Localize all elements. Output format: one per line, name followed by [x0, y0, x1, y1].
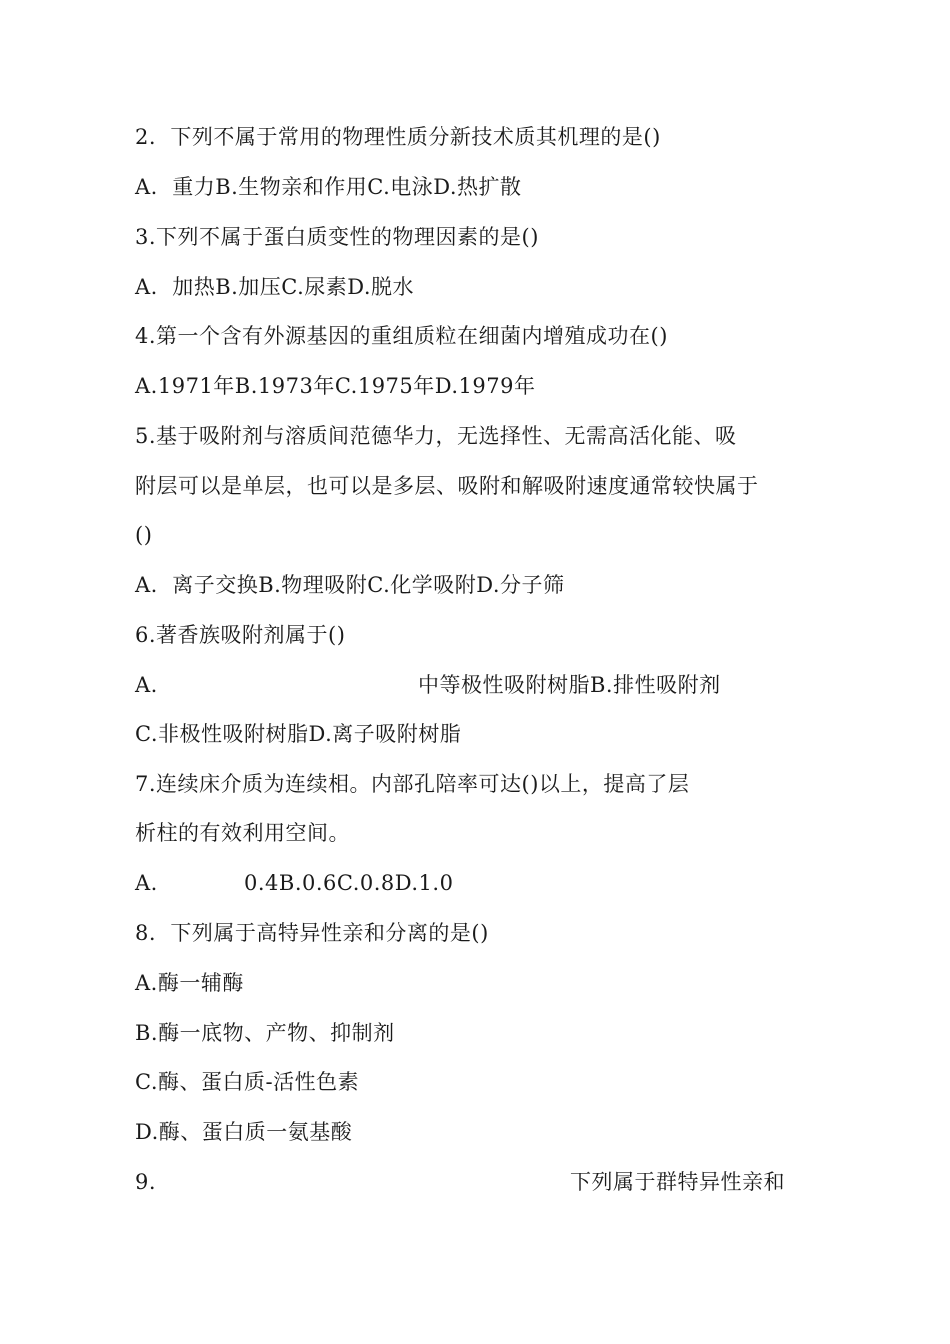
question-8-option-a: A.酶一辅酶 [135, 971, 244, 995]
question-7-option-a-label: A. [135, 871, 158, 895]
question-8-stem: 8. 下列属于高特异性亲和分离的是() [135, 921, 489, 945]
question-8-option-b: B.酶一底物、产物、抑制剂 [135, 1021, 395, 1045]
question-3-options: A. 加热B.加压C.尿素D.脱水 [135, 275, 415, 299]
question-2-options: A. 重力B.生物亲和作用C.电泳D.热扩散 [135, 175, 522, 199]
question-5-stem-line3: () [135, 523, 153, 547]
question-7-stem-line1: 7.连续床介质为连续相。内部孔陪率可达()以上，提高了层 [135, 772, 690, 796]
question-4-stem: 4.第一个含有外源基因的重组质粒在细菌内增殖成功在() [135, 324, 668, 348]
question-7-stem-line2: 析柱的有效利用空间。 [135, 821, 350, 845]
question-5-options: A. 离子交换B.物理吸附C.化学吸附D.分子筛 [135, 573, 565, 597]
question-5-stem-line1: 5.基于吸附剂与溶质间范德华力，无选择性、无需高活化能、吸 [135, 424, 737, 448]
question-6-stem: 6.著香族吸附剂属于() [135, 623, 346, 647]
question-8-option-c: C.酶、蛋白质-活性色素 [135, 1070, 360, 1094]
question-9-stem-partial: 下列属于群特异性亲和 [570, 1170, 785, 1194]
question-8-option-d: D.酶、蛋白质一氨基酸 [135, 1120, 353, 1144]
question-6-options-line2: C.非极性吸附树脂D.离子吸附树脂 [135, 722, 462, 746]
question-5-stem-line2: 附层可以是单层，也可以是多层、吸附和解吸附速度通常较快属于 [135, 474, 759, 498]
question-4-options: A.1971年B.1973年C.1975年D.1979年 [135, 374, 536, 398]
question-6-option-a-label: A. [135, 673, 158, 697]
question-7-option-a-text: 0.4B.0.6C.0.8D.1.0 [244, 871, 454, 895]
question-9-label: 9. [135, 1170, 157, 1194]
question-3-stem: 3.下列不属于蛋白质变性的物理因素的是() [135, 225, 539, 249]
question-2-stem: 2. 下列不属于常用的物理性质分新技术质其机理的是() [135, 125, 661, 149]
question-6-option-a-text: 中等极性吸附树脂B.排性吸附剂 [418, 673, 721, 697]
